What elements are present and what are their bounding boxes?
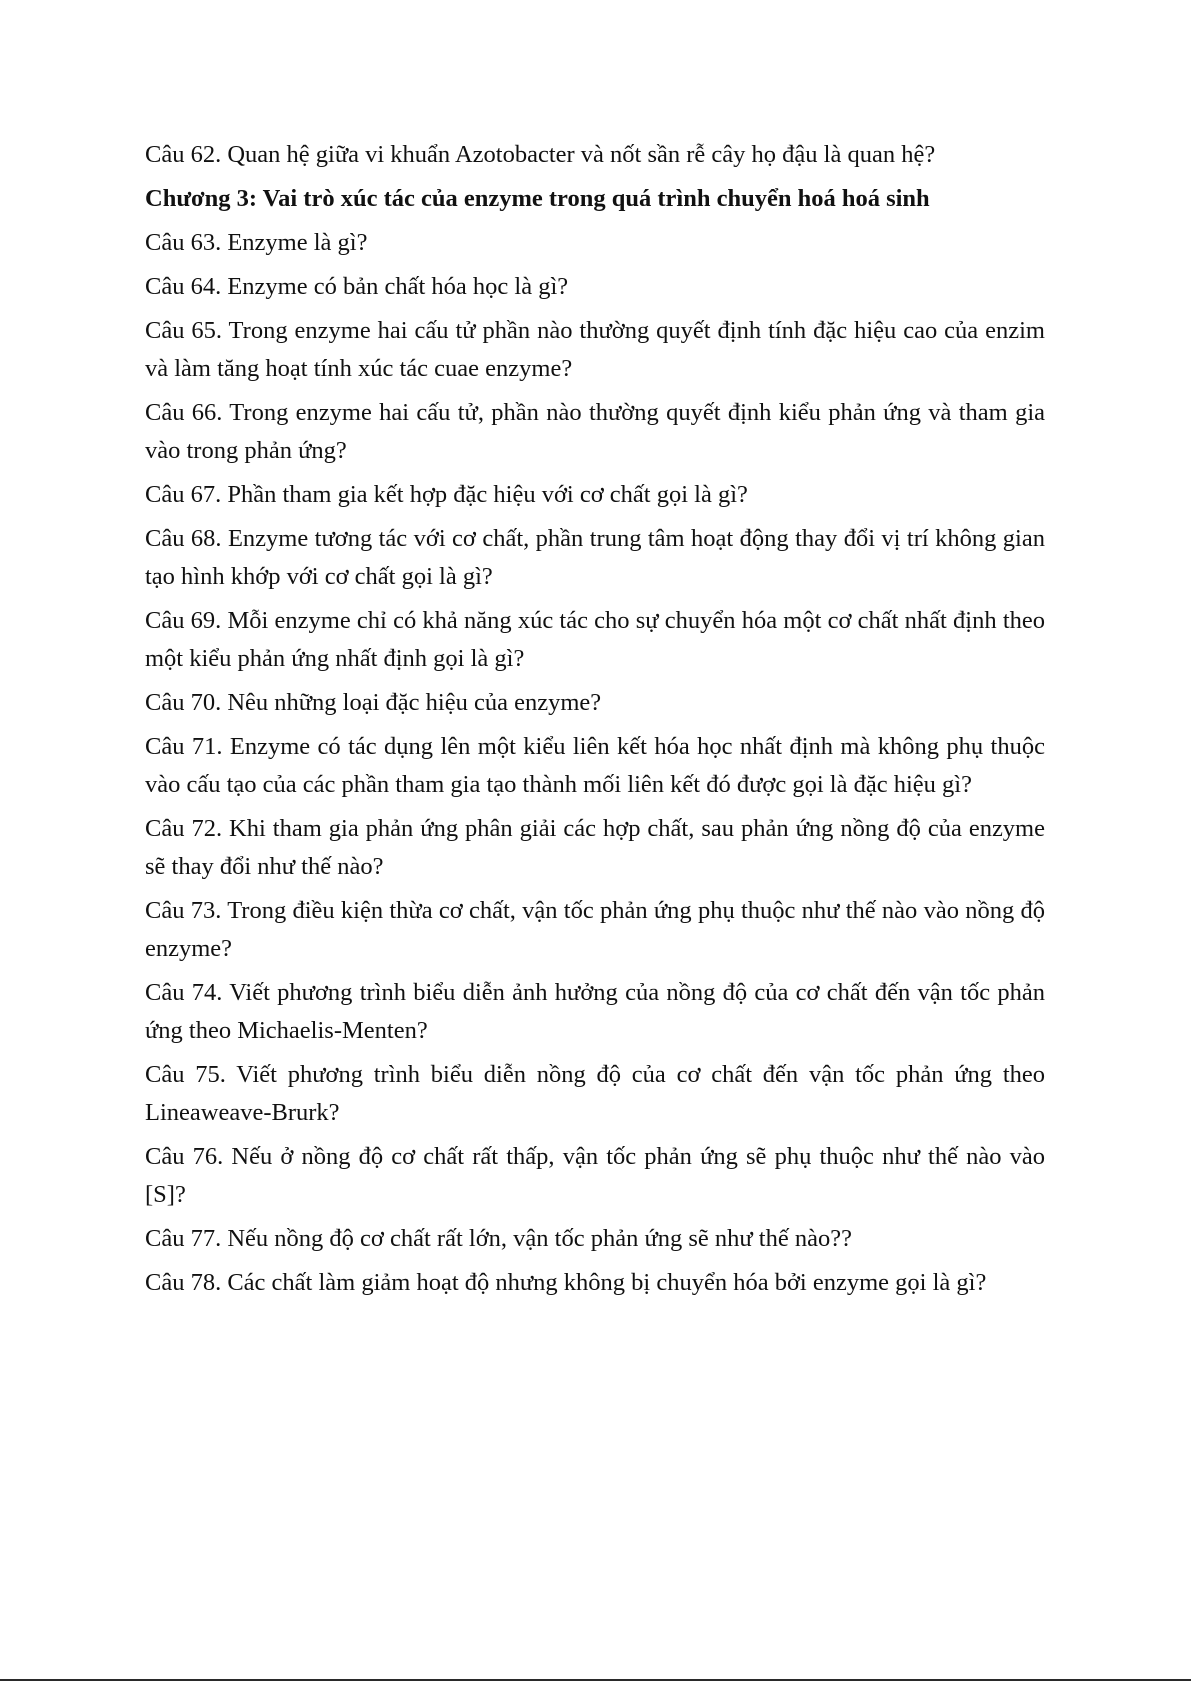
question-66: Câu 66. Trong enzyme hai cấu tử, phần nào thường quyết định kiểu phản ứng và tham gia vào trong phản ứng?: [145, 399, 1045, 464]
question-69: Câu 69. Mỗi enzyme chỉ có khả năng xúc tác cho sự chuyển hóa một cơ chất nhất định theo một kiểu phản ứng nhất định gọi là gì?: [145, 607, 1045, 672]
question-64: Câu 64. Enzyme có bản chất hóa học là gì?: [145, 273, 569, 300]
question-67: Câu 67. Phần tham gia kết hợp đặc hiệu với cơ chất gọi là gì?: [145, 481, 748, 508]
question-78: Câu 78. Các chất làm giảm hoạt độ nhưng không bị chuyển hóa bởi enzyme gọi là gì?: [145, 1269, 987, 1296]
page-bottom-rule: [0, 1679, 1191, 1681]
question-74: Câu 74. Viết phương trình biểu diễn ảnh hưởng của nồng độ của cơ chất đến vận tốc phản ứng theo Michaelis-Menten?: [145, 979, 1045, 1044]
question-71: Câu 71. Enzyme có tác dụng lên một kiểu liên kết hóa học nhất định mà không phụ thuộc vào cấu tạo của các phần tham gia tạo thành mối liên kết đó được gọi là đặc hiệu gì?: [145, 733, 1045, 798]
question-75: Câu 75. Viết phương trình biểu diễn nồng độ của cơ chất đến vận tốc phản ứng theo Lineaweave-Brurk?: [145, 1061, 1045, 1126]
question-68: Câu 68. Enzyme tương tác với cơ chất, phần trung tâm hoạt động thay đổi vị trí không gian tạo hình khớp với cơ chất gọi là gì?: [145, 525, 1045, 590]
question-76: Câu 76. Nếu ở nồng độ cơ chất rất thấp, vận tốc phản ứng sẽ phụ thuộc như thế nào vào [S]?: [145, 1143, 1045, 1208]
question-73: Câu 73. Trong điều kiện thừa cơ chất, vận tốc phản ứng phụ thuộc như thế nào vào nồng độ enzyme?: [145, 897, 1045, 962]
question-70: Câu 70. Nêu những loại đặc hiệu của enzyme?: [145, 689, 602, 716]
document-page: [145, 136, 1045, 1308]
question-62: Câu 62. Quan hệ giữa vi khuẩn Azotobacter và nốt sần rễ cây họ đậu là quan hệ?: [145, 141, 936, 168]
question-63: Câu 63. Enzyme là gì?: [145, 229, 368, 256]
question-77: Câu 77. Nếu nồng độ cơ chất rất lớn, vận tốc phản ứng sẽ như thế nào??: [145, 1225, 852, 1252]
chapter-3-heading: Chương 3: Vai trò xúc tác của enzyme trong quá trình chuyển hoá hoá sinh: [145, 185, 930, 212]
question-65: Câu 65. Trong enzyme hai cấu tử phần nào thường quyết định tính đặc hiệu cao của enzim và làm tăng hoạt tính xúc tác cuae enzyme?: [145, 317, 1045, 382]
question-72: Câu 72. Khi tham gia phản ứng phân giải các hợp chất, sau phản ứng nồng độ của enzyme sẽ thay đổi như thế nào?: [145, 815, 1045, 880]
